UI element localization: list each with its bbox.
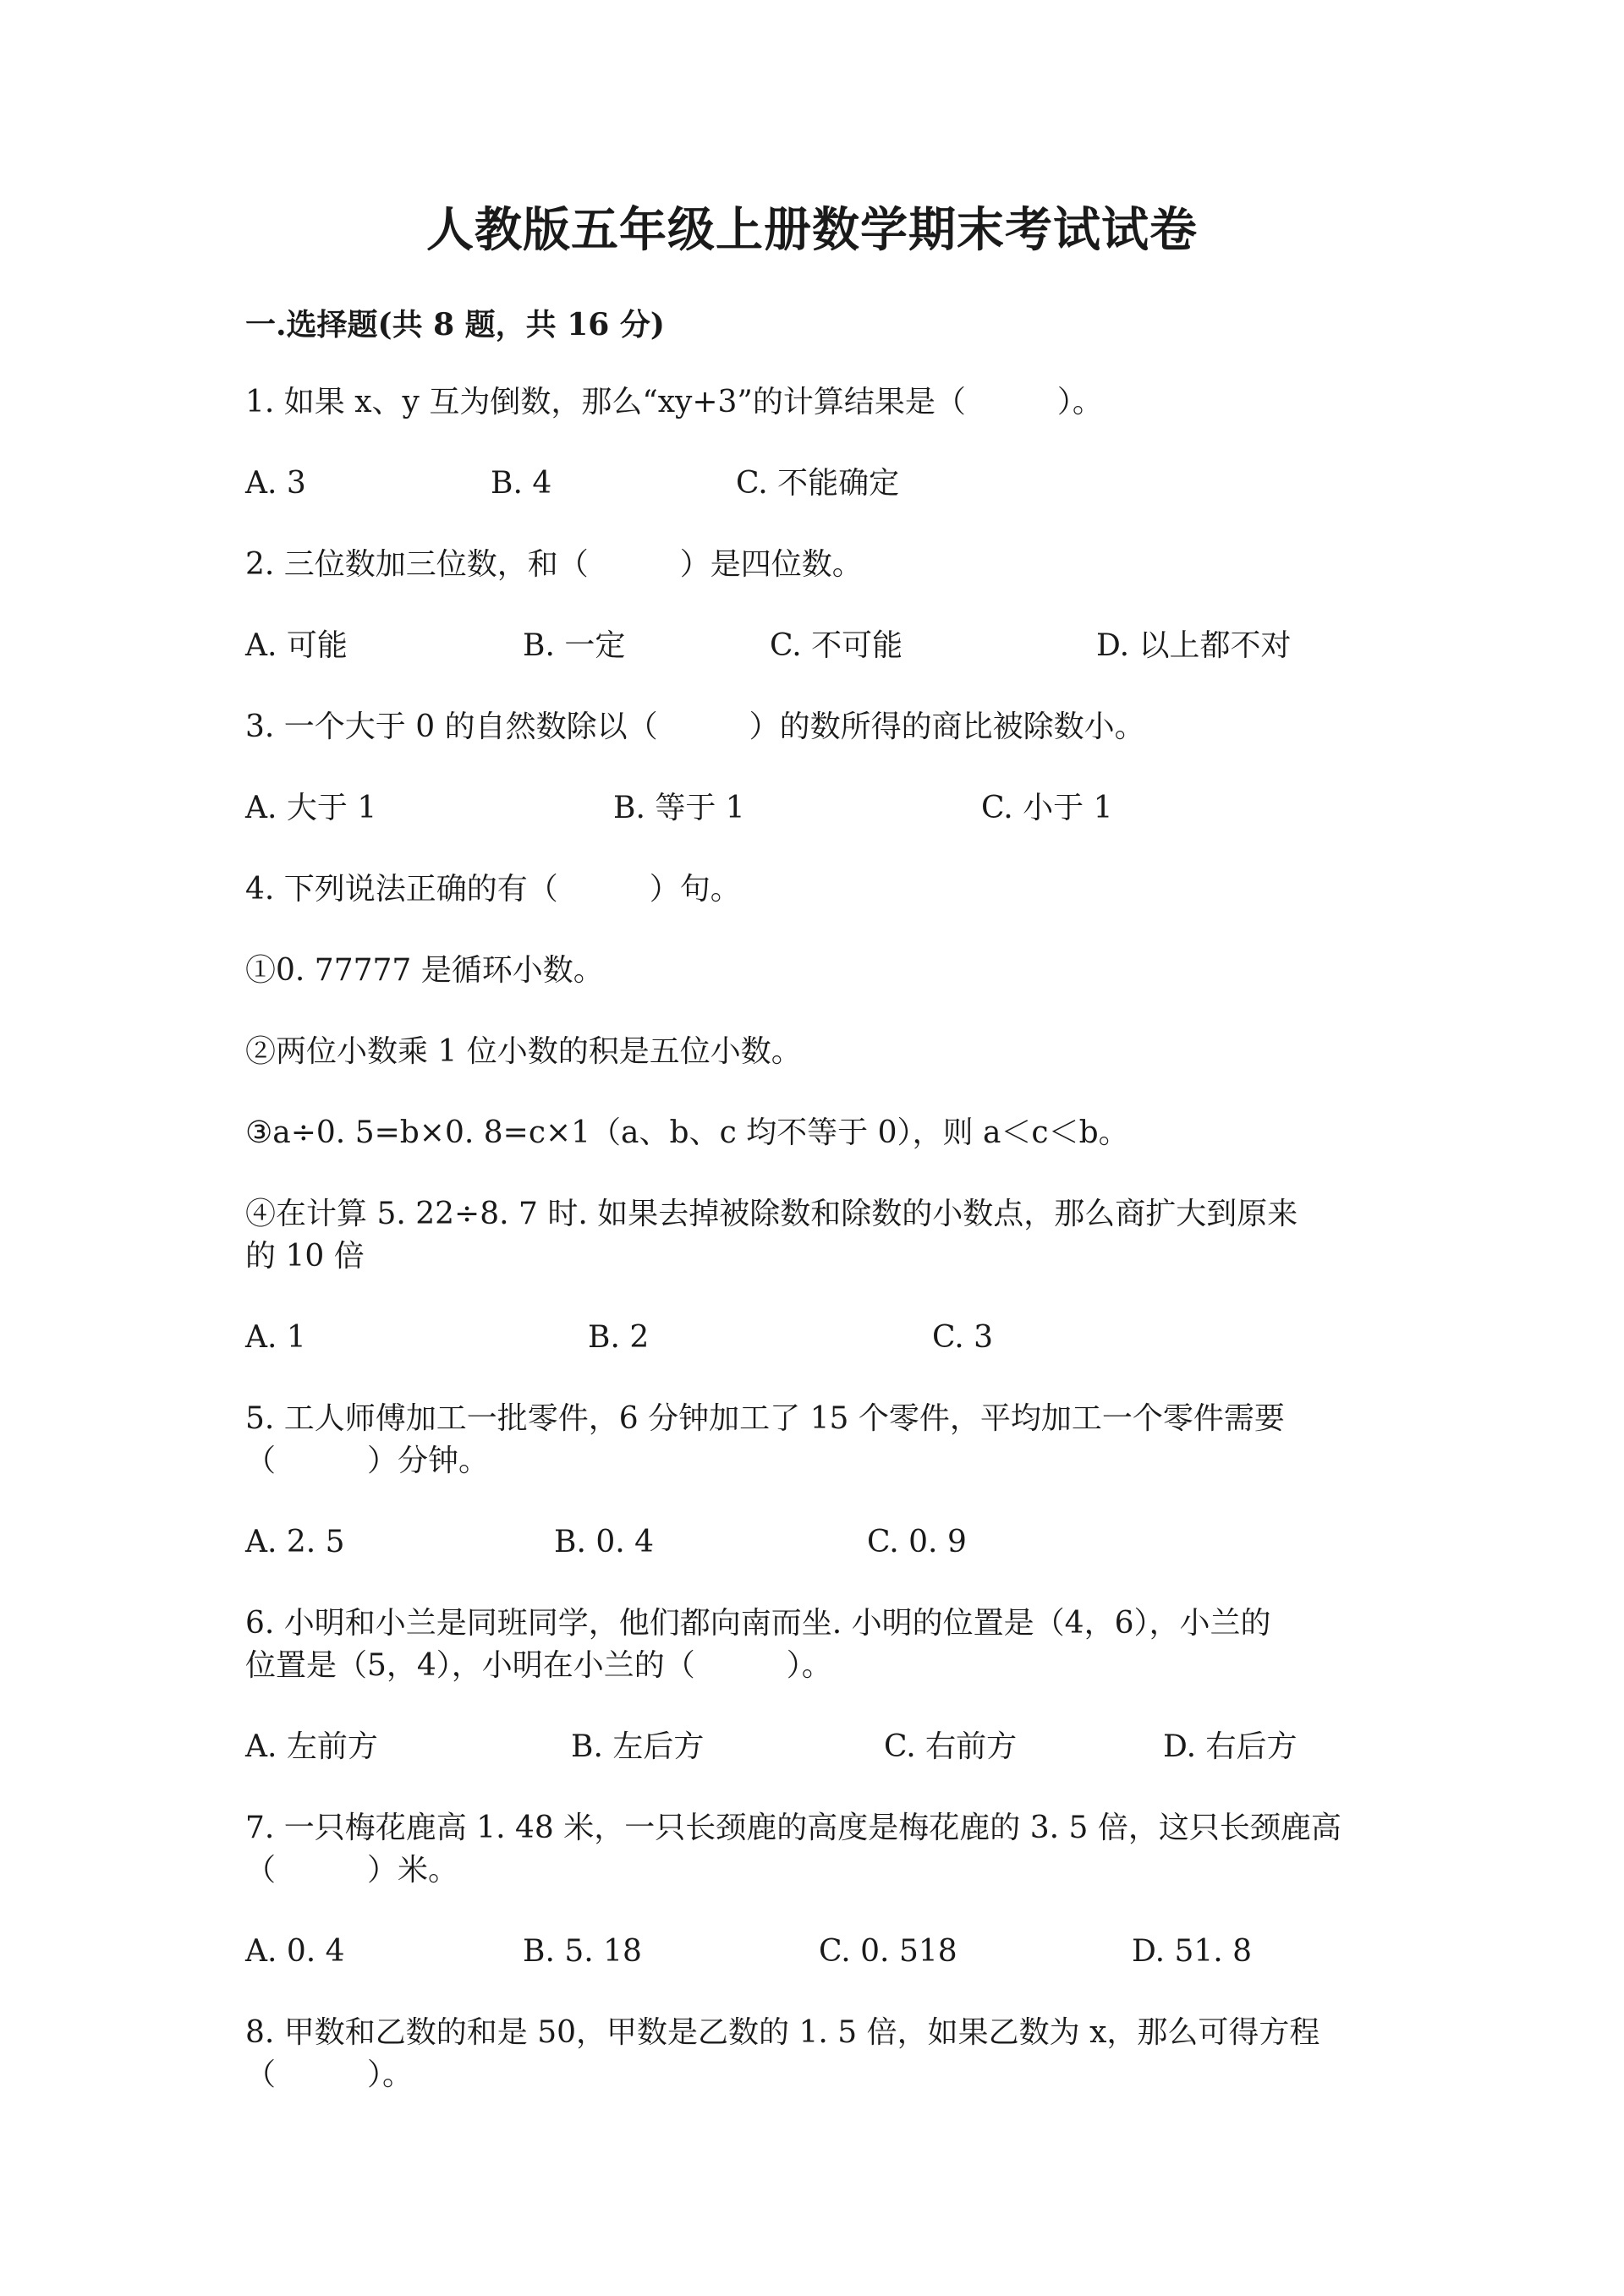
question-5-stem-cont: （ ）分钟。 — [245, 1444, 490, 1478]
question-6-option-b: B. 左后方 — [571, 1729, 705, 1764]
question-3-option-b: B. 等于 1 — [613, 791, 745, 825]
question-3-option-a: A. 大于 1 — [245, 791, 377, 825]
question-5-stem: 5. 工人师傅加工一批零件，6 分钟加工了 15 个零件，平均加工一个零件需要 — [245, 1401, 1285, 1436]
question-1-option-b: B. 4 — [491, 466, 552, 501]
question-6-option-d: D. 右后方 — [1163, 1729, 1298, 1764]
question-7-stem: 7. 一只梅花鹿高 1. 48 米，一只长颈鹿的高度是梅花鹿的 3. 5 倍，这只长颈鹿高 — [245, 1811, 1341, 1845]
question-7-option-b: B. 5. 18 — [523, 1934, 642, 1969]
question-1-option-c: C. 不能确定 — [736, 466, 900, 501]
question-7-option-c: C. 0. 518 — [819, 1934, 957, 1969]
question-5-option-a: A. 2. 5 — [245, 1525, 345, 1559]
question-5-option-c: C. 0. 9 — [867, 1525, 967, 1559]
question-4-statement-2: ②两位小数乘 1 位小数的积是五位小数。 — [245, 1034, 802, 1069]
section-header: 一.选择题(共 8 题，共 16 分) — [245, 307, 665, 342]
question-6-option-c: C. 右前方 — [884, 1729, 1018, 1764]
question-1-option-a: A. 3 — [245, 466, 306, 501]
question-5-option-b: B. 0. 4 — [554, 1525, 655, 1559]
question-6-stem: 6. 小明和小兰是同班同学，他们都向南而坐. 小明的位置是（4，6），小兰的 — [245, 1606, 1271, 1641]
question-7-stem-cont: （ ）米。 — [245, 1853, 459, 1888]
question-4-statement-4-cont: 的 10 倍 — [245, 1239, 365, 1274]
question-6-option-a: A. 左前方 — [245, 1729, 378, 1764]
question-4-option-c: C. 3 — [932, 1320, 994, 1355]
question-2-option-b: B. 一定 — [523, 628, 626, 663]
question-4-statement-4: ④在计算 5. 22÷8. 7 时. 如果去掉被除数和除数的小数点，那么商扩大到原来 — [245, 1197, 1298, 1231]
question-3-option-c: C. 小于 1 — [981, 791, 1113, 825]
question-2-stem: 2. 三位数加三位数，和（ ）是四位数。 — [245, 547, 863, 582]
question-1-stem: 1. 如果 x、y 互为倒数，那么“xy+3”的计算结果是（ ）。 — [245, 385, 1103, 419]
question-7-option-d: D. 51. 8 — [1132, 1934, 1253, 1969]
question-8-stem: 8. 甲数和乙数的和是 50，甲数是乙数的 1. 5 倍，如果乙数为 x，那么可得方程 — [245, 2015, 1320, 2050]
question-4-statement-1: ①0. 77777 是循环小数。 — [245, 953, 604, 988]
question-2-option-c: C. 不可能 — [770, 628, 903, 663]
question-2-option-d: D. 以上都不对 — [1096, 628, 1292, 663]
question-4-stem: 4. 下列说法正确的有（ ）句。 — [245, 872, 741, 907]
question-4-option-a: A. 1 — [245, 1320, 306, 1355]
question-7-option-a: A. 0. 4 — [245, 1934, 345, 1969]
question-4-statement-3: ③a÷0. 5=b×0. 8=c×1（a、b、c 均不等于 0），则 a＜c＜b。 — [245, 1115, 1129, 1150]
question-6-stem-cont: 位置是（5，4），小明在小兰的（ ）。 — [245, 1648, 832, 1683]
question-2-option-a: A. 可能 — [245, 628, 348, 663]
question-3-stem: 3. 一个大于 0 的自然数除以（ ）的数所得的商比被除数小。 — [245, 710, 1145, 744]
question-8-stem-cont: （ ）。 — [245, 2058, 414, 2092]
page-title: 人教版五年级上册数学期末考试试卷 — [426, 202, 1198, 258]
question-4-option-b: B. 2 — [588, 1320, 650, 1355]
